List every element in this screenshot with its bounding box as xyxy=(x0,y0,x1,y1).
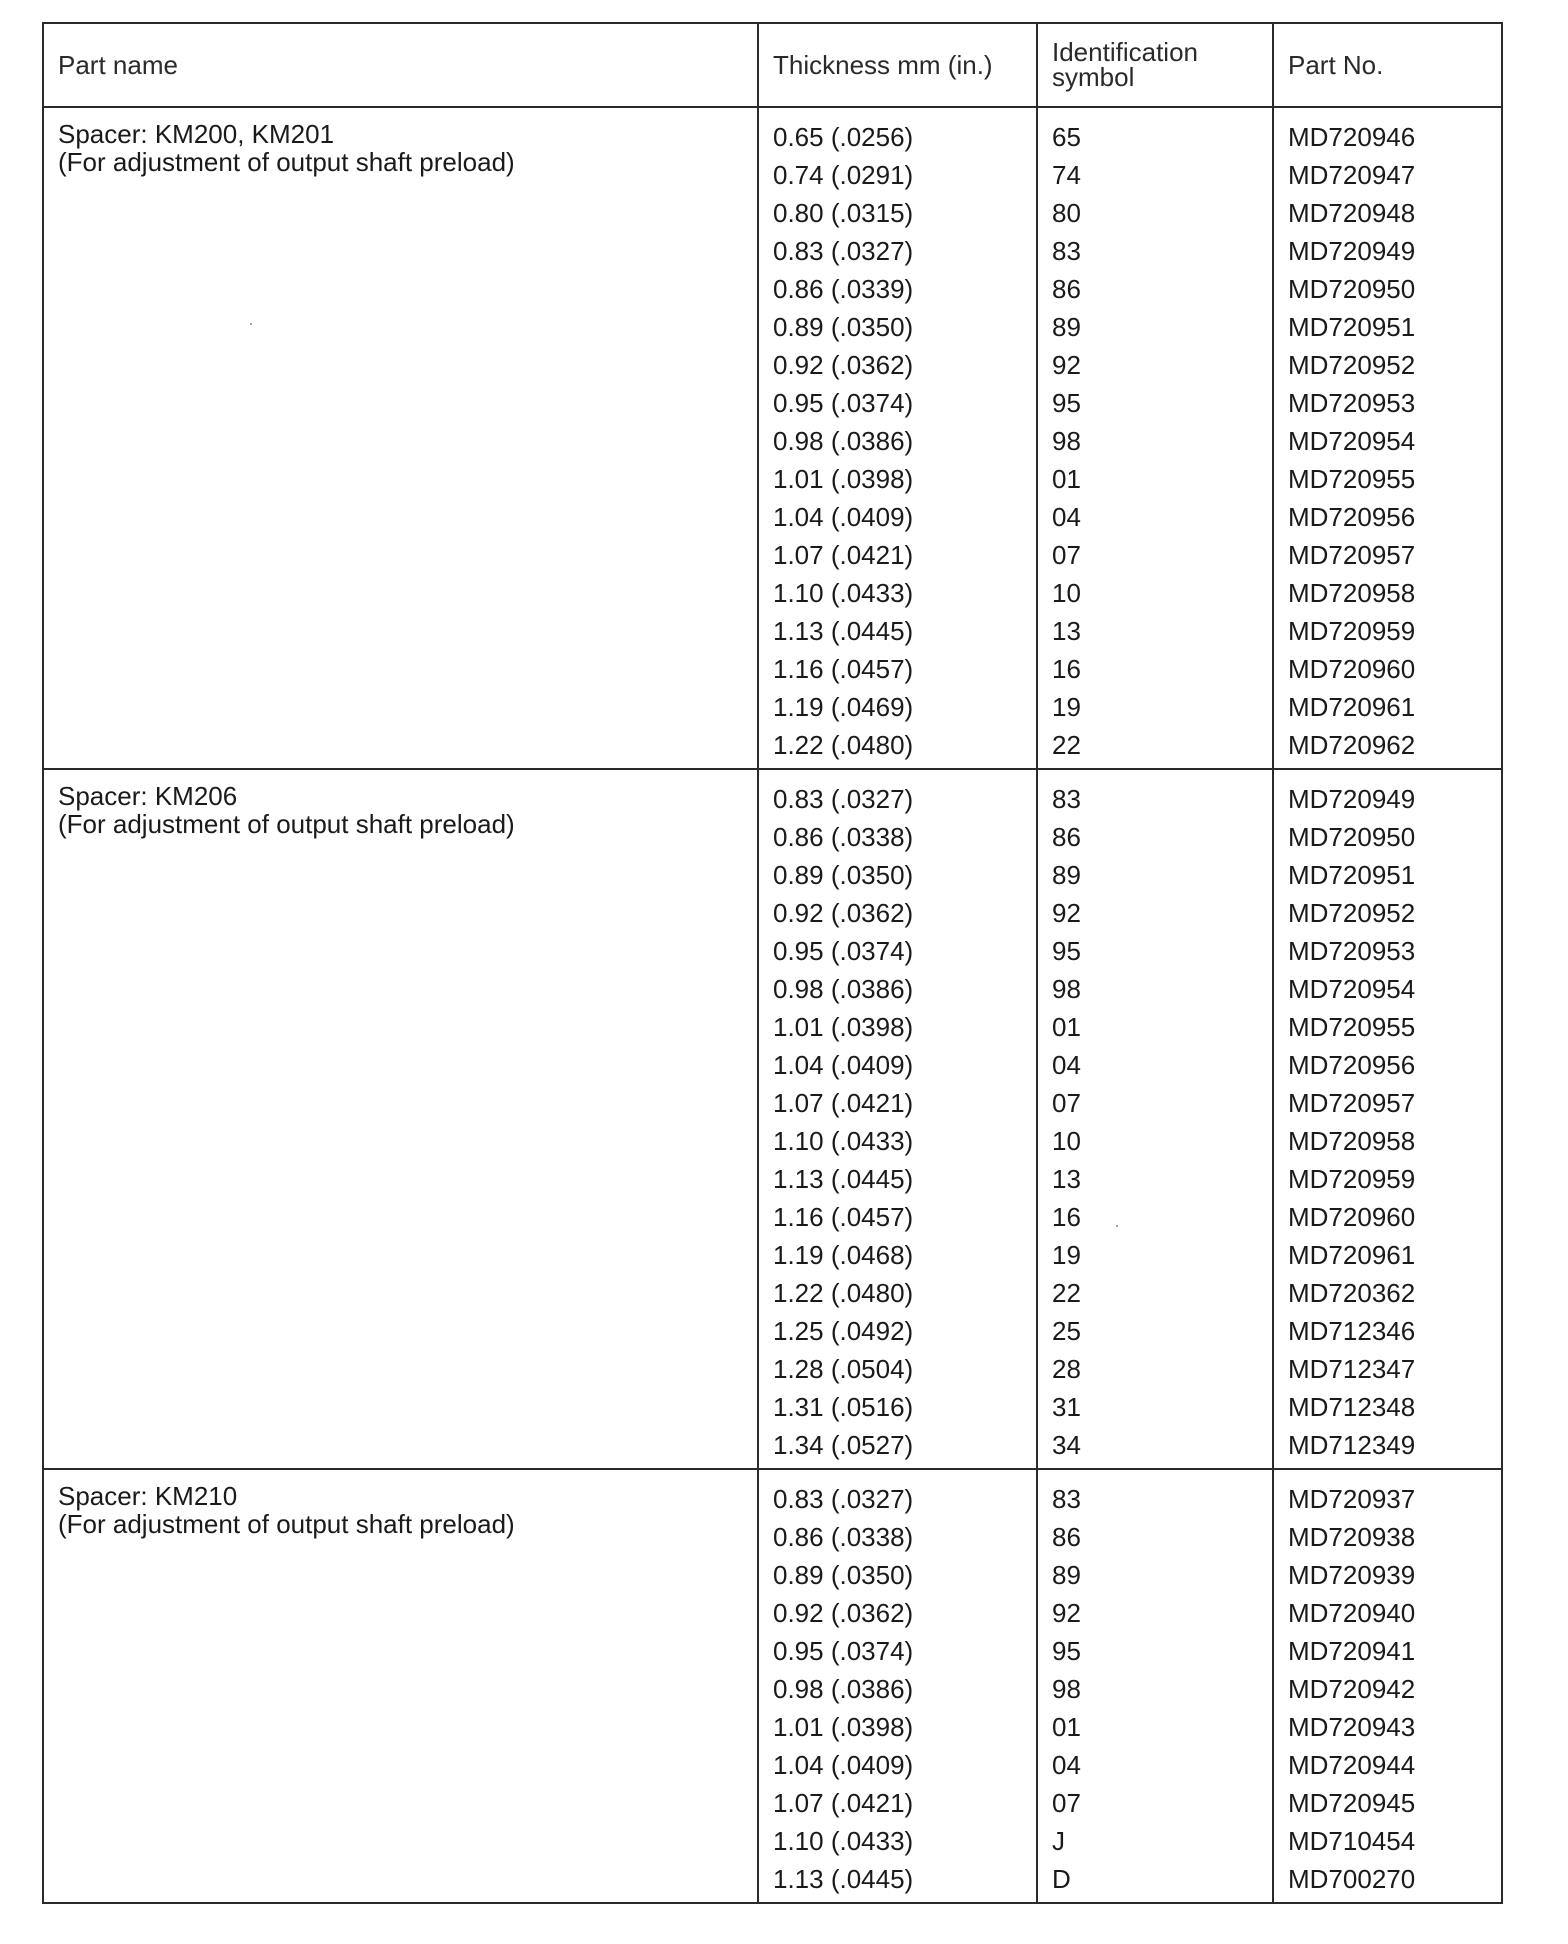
part-group xyxy=(43,769,1502,1469)
table-row xyxy=(43,107,1502,769)
identification-symbol: 98 xyxy=(1052,426,1081,456)
part-number: MD720946 xyxy=(1288,122,1416,152)
identification-symbol: 01 xyxy=(1052,1012,1081,1042)
identification-symbol: 10 xyxy=(1052,578,1081,608)
identification-symbol: 34 xyxy=(1052,1430,1081,1460)
thickness-value: 0.98 (.0386) xyxy=(773,1674,914,1704)
part-number: MD720961 xyxy=(1288,1240,1416,1270)
part-number: MD720961 xyxy=(1288,692,1416,722)
part-number: MD720950 xyxy=(1288,274,1416,304)
identification-symbol: 07 xyxy=(1052,540,1081,570)
thickness-value: 0.86 (.0338) xyxy=(773,822,914,852)
part-number-list xyxy=(1288,770,1487,1468)
identification-symbol: 13 xyxy=(1052,616,1081,646)
identification-symbol: 04 xyxy=(1052,1050,1081,1080)
thickness-value: 0.83 (.0327) xyxy=(773,1484,914,1514)
identification-symbol: 98 xyxy=(1052,974,1081,1004)
part-number: MD720957 xyxy=(1288,1088,1416,1118)
part-number: MD720955 xyxy=(1288,1012,1416,1042)
thickness-value-list xyxy=(773,770,1022,1468)
part-number: MD720953 xyxy=(1288,936,1416,966)
identification-symbol: 92 xyxy=(1052,898,1081,928)
identification-symbol: 04 xyxy=(1052,1750,1081,1780)
thickness-value: 0.65 (.0256) xyxy=(773,122,914,152)
part-number: MD720940 xyxy=(1288,1598,1416,1628)
part-number: MD700270 xyxy=(1288,1864,1416,1894)
identification-symbol: D xyxy=(1052,1864,1071,1894)
thickness-value: 1.28 (.0504) xyxy=(773,1354,914,1384)
table-row xyxy=(43,769,1502,1469)
part-no-cell xyxy=(1273,769,1502,1469)
part-number: MD720942 xyxy=(1288,1674,1416,1704)
thickness-value: 0.86 (.0338) xyxy=(773,1522,914,1552)
thickness-value: 0.95 (.0374) xyxy=(773,1636,914,1666)
part-number: MD720954 xyxy=(1288,426,1416,456)
thickness-value: 0.83 (.0327) xyxy=(773,784,914,814)
part-number: MD720955 xyxy=(1288,464,1416,494)
thickness-value: 0.92 (.0362) xyxy=(773,898,914,928)
identification-symbol: 95 xyxy=(1052,388,1081,418)
identification-symbol: 92 xyxy=(1052,350,1081,380)
part-number: MD712348 xyxy=(1288,1392,1416,1422)
scan-speck xyxy=(250,323,252,325)
part-number: MD720949 xyxy=(1288,784,1416,814)
part-number: MD720954 xyxy=(1288,974,1416,1004)
identification-symbol: 22 xyxy=(1052,1278,1081,1308)
identification-symbol: 16 xyxy=(1052,1202,1081,1232)
header-part-no: Part No. xyxy=(1273,23,1502,107)
thickness-value: 1.19 (.0469) xyxy=(773,692,914,722)
thickness-value: 1.13 (.0445) xyxy=(773,616,914,646)
part-number: MD720956 xyxy=(1288,1050,1416,1080)
scan-speck xyxy=(1116,1225,1118,1227)
thickness-value: 1.04 (.0409) xyxy=(773,1750,914,1780)
part-name: Spacer: KM206 xyxy=(58,781,238,811)
part-number: MD720959 xyxy=(1288,1164,1416,1194)
identification-symbol: 25 xyxy=(1052,1316,1081,1346)
thickness-value: 1.10 (.0433) xyxy=(773,578,914,608)
thickness-value: 0.95 (.0374) xyxy=(773,936,914,966)
identification-symbol: 89 xyxy=(1052,312,1081,342)
identification-symbol: 10 xyxy=(1052,1126,1081,1156)
part-number: MD720952 xyxy=(1288,350,1416,380)
thickness-value: 1.13 (.0445) xyxy=(773,1864,914,1894)
identification-symbol: 65 xyxy=(1052,122,1081,152)
table-header xyxy=(43,23,1502,107)
table-row xyxy=(43,1469,1502,1903)
thickness-value: 1.16 (.0457) xyxy=(773,654,914,684)
thickness-value: 1.34 (.0527) xyxy=(773,1430,914,1460)
thickness-value: 1.31 (.0516) xyxy=(773,1392,914,1422)
identification-symbol: 98 xyxy=(1052,1674,1081,1704)
part-number: MD720951 xyxy=(1288,312,1416,342)
thickness-value: 1.10 (.0433) xyxy=(773,1126,914,1156)
part-number-list xyxy=(1288,1470,1487,1902)
identification-symbol: 80 xyxy=(1052,198,1081,228)
thickness-value: 1.10 (.0433) xyxy=(773,1826,914,1856)
symbol-cell xyxy=(1037,107,1273,769)
part-number: MD720941 xyxy=(1288,1636,1416,1666)
part-number: MD710454 xyxy=(1288,1826,1416,1856)
thickness-value: 0.86 (.0339) xyxy=(773,274,914,304)
identification-symbol: 01 xyxy=(1052,464,1081,494)
part-number: MD720958 xyxy=(1288,1126,1416,1156)
part-number: MD720958 xyxy=(1288,578,1416,608)
thickness-value: 1.07 (.0421) xyxy=(773,1788,914,1818)
header-row xyxy=(43,23,1502,107)
part-number: MD720956 xyxy=(1288,502,1416,532)
part-number: MD720944 xyxy=(1288,1750,1416,1780)
identification-symbol: 19 xyxy=(1052,1240,1081,1270)
part-number: MD720962 xyxy=(1288,730,1416,760)
part-number: MD720943 xyxy=(1288,1712,1416,1742)
thickness-value: 1.22 (.0480) xyxy=(773,730,914,760)
identification-symbol: 86 xyxy=(1052,1522,1081,1552)
identification-symbol: 92 xyxy=(1052,1598,1081,1628)
part-note: (For adjustment of output shaft preload) xyxy=(58,1509,515,1539)
identification-symbol: 95 xyxy=(1052,936,1081,966)
thickness-value-list xyxy=(773,108,1022,768)
identification-symbol: 16 xyxy=(1052,654,1081,684)
part-number: MD720938 xyxy=(1288,1522,1416,1552)
identification-symbol: 04 xyxy=(1052,502,1081,532)
thickness-value: 1.04 (.0409) xyxy=(773,1050,914,1080)
part-no-cell xyxy=(1273,1469,1502,1903)
identification-symbol: 83 xyxy=(1052,236,1081,266)
thickness-value-list xyxy=(773,1470,1022,1902)
part-number: MD720960 xyxy=(1288,654,1416,684)
part-number: MD720950 xyxy=(1288,822,1416,852)
symbol-cell xyxy=(1037,1469,1273,1903)
part-number: MD720945 xyxy=(1288,1788,1416,1818)
identification-symbol: 95 xyxy=(1052,1636,1081,1666)
header-thickness: Thickness mm (in.) xyxy=(758,23,1037,107)
part-number: MD712347 xyxy=(1288,1354,1416,1384)
thickness-value: 0.74 (.0291) xyxy=(773,160,914,190)
identification-symbol: 83 xyxy=(1052,784,1081,814)
part-note: (For adjustment of output shaft preload) xyxy=(58,809,515,839)
part-number: MD712349 xyxy=(1288,1430,1416,1460)
part-number-list xyxy=(1288,108,1487,768)
part-group xyxy=(43,1469,1502,1903)
identification-symbol: 86 xyxy=(1052,274,1081,304)
part-number: MD712346 xyxy=(1288,1316,1416,1346)
identification-symbol-list xyxy=(1052,1470,1258,1902)
identification-symbol: 86 xyxy=(1052,822,1081,852)
part-name: Spacer: KM200, KM201 xyxy=(58,119,335,149)
identification-symbol: 74 xyxy=(1052,160,1081,190)
part-number: MD720952 xyxy=(1288,898,1416,928)
part-number: MD720948 xyxy=(1288,198,1416,228)
thickness-value: 0.98 (.0386) xyxy=(773,974,914,1004)
part-group xyxy=(43,107,1502,769)
thickness-cell xyxy=(758,107,1037,769)
thickness-value: 0.89 (.0350) xyxy=(773,312,914,342)
thickness-cell xyxy=(758,1469,1037,1903)
identification-symbol: 28 xyxy=(1052,1354,1081,1384)
part-number: MD720947 xyxy=(1288,160,1416,190)
thickness-value: 0.98 (.0386) xyxy=(773,426,914,456)
thickness-value: 1.19 (.0468) xyxy=(773,1240,914,1270)
thickness-value: 1.07 (.0421) xyxy=(773,1088,914,1118)
symbol-cell xyxy=(1037,769,1273,1469)
thickness-value: 0.92 (.0362) xyxy=(773,1598,914,1628)
identification-symbol: 83 xyxy=(1052,1484,1081,1514)
part-note: (For adjustment of output shaft preload) xyxy=(58,147,515,177)
identification-symbol: 31 xyxy=(1052,1392,1081,1422)
identification-symbol-list xyxy=(1052,770,1258,1468)
thickness-cell xyxy=(758,769,1037,1469)
part-number: MD720362 xyxy=(1288,1278,1416,1308)
thickness-value: 1.16 (.0457) xyxy=(773,1202,914,1232)
header-identification-symbol: Identification symbol xyxy=(1037,23,1273,107)
part-number: MD720957 xyxy=(1288,540,1416,570)
identification-symbol: 07 xyxy=(1052,1788,1081,1818)
part-name-cell xyxy=(43,769,758,1469)
thickness-value: 1.22 (.0480) xyxy=(773,1278,914,1308)
thickness-value: 0.89 (.0350) xyxy=(773,1560,914,1590)
identification-symbol: 19 xyxy=(1052,692,1081,722)
thickness-value: 1.04 (.0409) xyxy=(773,502,914,532)
identification-symbol: 89 xyxy=(1052,860,1081,890)
part-number: MD720959 xyxy=(1288,616,1416,646)
thickness-value: 0.89 (.0350) xyxy=(773,860,914,890)
thickness-value: 0.80 (.0315) xyxy=(773,198,914,228)
part-name-cell xyxy=(43,107,758,769)
thickness-value: 0.83 (.0327) xyxy=(773,236,914,266)
identification-symbol: J xyxy=(1052,1826,1065,1856)
part-number: MD720937 xyxy=(1288,1484,1416,1514)
identification-symbol-list xyxy=(1052,108,1258,768)
identification-symbol: 89 xyxy=(1052,1560,1081,1590)
thickness-value: 1.13 (.0445) xyxy=(773,1164,914,1194)
thickness-value: 1.25 (.0492) xyxy=(773,1316,914,1346)
thickness-value: 0.95 (.0374) xyxy=(773,388,914,418)
part-number: MD720939 xyxy=(1288,1560,1416,1590)
thickness-value: 1.01 (.0398) xyxy=(773,1712,914,1742)
identification-symbol: 13 xyxy=(1052,1164,1081,1194)
identification-symbol: 01 xyxy=(1052,1712,1081,1742)
part-number: MD720953 xyxy=(1288,388,1416,418)
identification-symbol: 22 xyxy=(1052,730,1081,760)
part-name-cell xyxy=(43,1469,758,1903)
thickness-value: 1.01 (.0398) xyxy=(773,464,914,494)
part-number: MD720960 xyxy=(1288,1202,1416,1232)
part-number: MD720949 xyxy=(1288,236,1416,266)
part-name: Spacer: KM210 xyxy=(58,1481,238,1511)
parts-spec-table xyxy=(42,22,1503,1904)
header-part-name: Part name xyxy=(43,23,758,107)
thickness-value: 0.92 (.0362) xyxy=(773,350,914,380)
identification-symbol: 07 xyxy=(1052,1088,1081,1118)
part-number: MD720951 xyxy=(1288,860,1416,890)
thickness-value: 1.07 (.0421) xyxy=(773,540,914,570)
part-no-cell xyxy=(1273,107,1502,769)
thickness-value: 1.01 (.0398) xyxy=(773,1012,914,1042)
